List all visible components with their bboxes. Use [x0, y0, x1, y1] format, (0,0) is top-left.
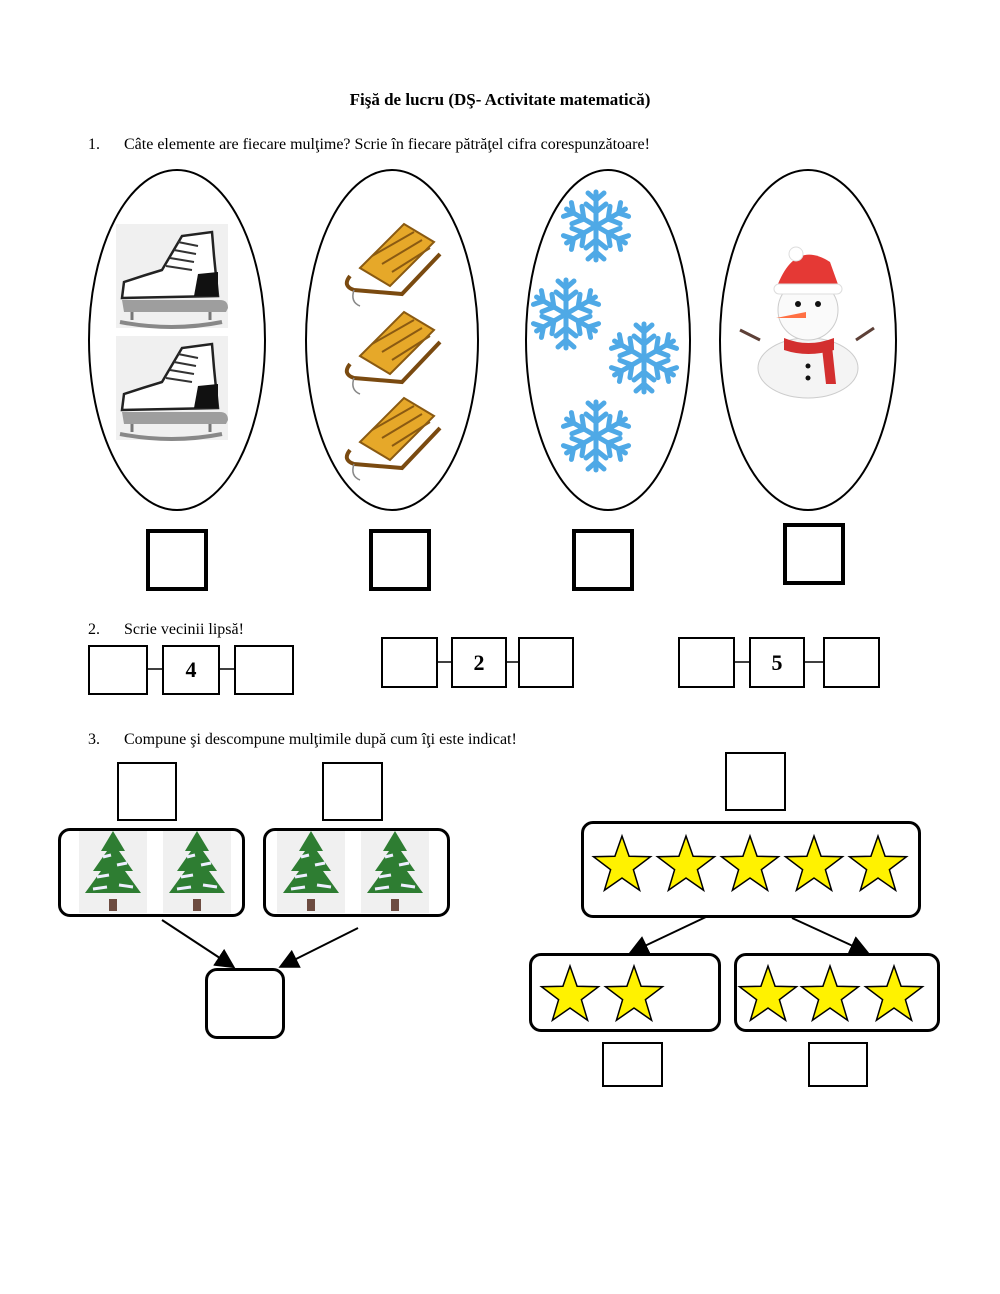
- snowman-icon: [740, 247, 874, 398]
- exercise-2-instruction: Scrie vecinii lipsă!: [124, 621, 244, 638]
- exercise-3-instruction: Compune şi descompune mulţimile după cum îţi este indicat!: [124, 731, 517, 748]
- tree-group-right: [263, 828, 450, 917]
- snowflake-icon: [532, 280, 601, 348]
- tree-total-input[interactable]: [205, 968, 285, 1039]
- exercise-2-number: 2.: [88, 621, 100, 638]
- exercise-1-instruction: Câte elemente are fiecare mulţime? Scrie în fiecare pătrăţel cifra corespunzătoare!: [124, 136, 650, 153]
- neighbor-left-input[interactable]: [381, 637, 438, 688]
- exercise-2-heading: [88, 621, 244, 639]
- exercise-1-number: 1.: [88, 136, 100, 153]
- neighbor-middle-value: 2: [451, 637, 507, 688]
- star-count-right-input[interactable]: [808, 1042, 868, 1087]
- snowflake-icon: [610, 324, 679, 392]
- star-group-total: [581, 821, 921, 918]
- neighbor-right-input[interactable]: [518, 637, 574, 688]
- neighbor-left-input[interactable]: [678, 637, 735, 688]
- sled-icon: [347, 224, 440, 306]
- snowflake-icon: [562, 402, 631, 470]
- tree-group-left: [58, 828, 245, 917]
- answer-box-sleds[interactable]: [369, 529, 431, 591]
- exercise-3-heading: [88, 731, 517, 749]
- neighbor-right-input[interactable]: [234, 645, 294, 695]
- star-count-left-input[interactable]: [602, 1042, 663, 1087]
- exercise-3-number: 3.: [88, 731, 100, 748]
- neighbor-middle-value: 4: [162, 645, 220, 695]
- neighbor-right-input[interactable]: [823, 637, 880, 688]
- ice-skate-icon: [116, 336, 228, 440]
- star-total-input[interactable]: [725, 752, 786, 811]
- ice-skate-icon: [116, 224, 228, 328]
- sled-icon: [347, 398, 440, 480]
- page-title: Fişă de lucru (DŞ- Activitate matematică): [349, 90, 651, 109]
- answer-box-snowflakes[interactable]: [572, 529, 634, 591]
- tree-count-left-input[interactable]: [117, 762, 177, 821]
- answer-box-snowman[interactable]: [783, 523, 845, 585]
- tree-count-right-input[interactable]: [322, 762, 383, 821]
- sled-icon: [347, 312, 440, 394]
- neighbor-middle-value: 5: [749, 637, 805, 688]
- snowflake-icon: [562, 192, 631, 260]
- star-group-right: [734, 953, 940, 1032]
- neighbor-left-input[interactable]: [88, 645, 148, 695]
- star-group-left: [529, 953, 721, 1032]
- answer-box-skates[interactable]: [146, 529, 208, 591]
